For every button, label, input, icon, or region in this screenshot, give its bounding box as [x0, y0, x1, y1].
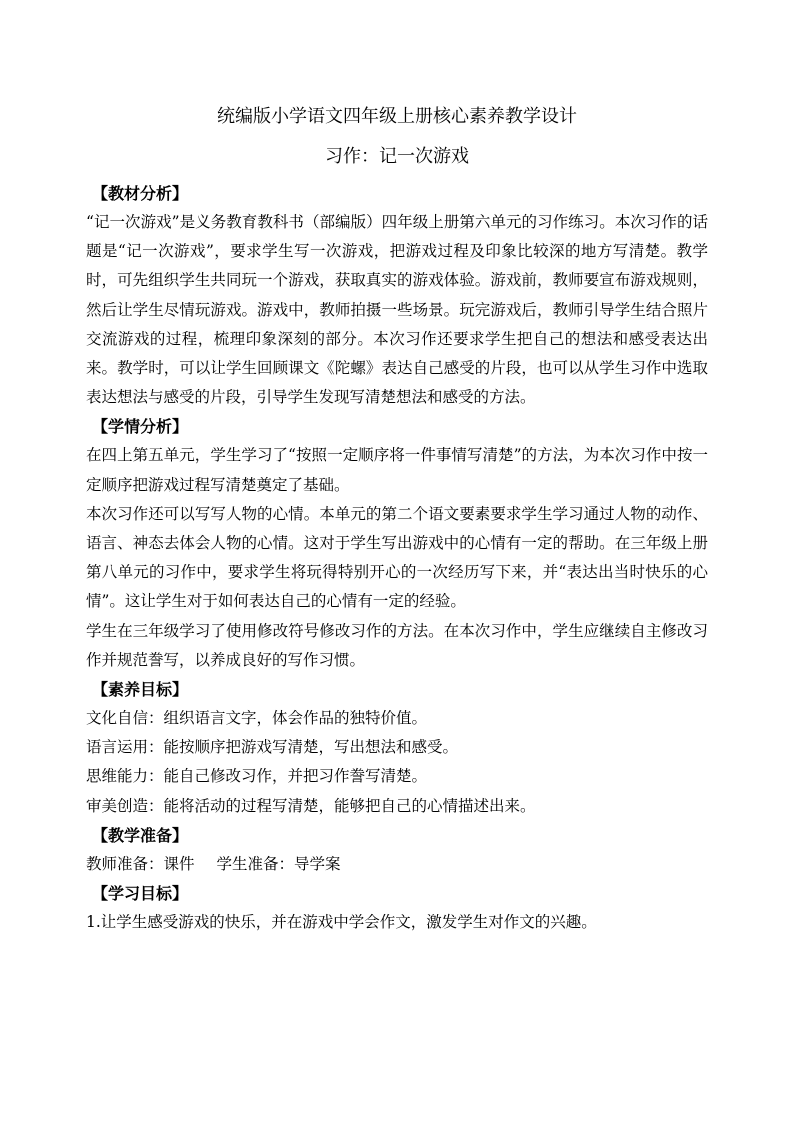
paragraph-student-analysis-1: 在四上第五单元，学生学习了“按照一定顺序将一件事情写清楚”的方法，为本次习作中按一定顺序把游戏过程写清楚奠定了基础。 [86, 446, 708, 494]
heading-literacy-goals: 【素养目标】 [92, 680, 189, 700]
literacy-goal-language-use: 语言运用：能按顺序把游戏写清楚，写出想法和感受。 [86, 738, 459, 757]
paragraph-textbook-analysis: “记一次游戏”是义务教育教科书（部编版）四年级上册第六单元的习作练习。本次习作的话题是“记一次游戏”，要求学生写一次游戏，把游戏过程及印象比较深的地方写清楚。教学时，可先组织学生共同玩一个游戏，获取真实的游戏体验。游戏前，教师要宣布游戏规则，然后让学生尽情玩游戏。游戏中，教师拍摄一些场景。玩完游戏后，教师引导学生结合照片交流游戏的过程，梳理印象深刻的部分。本次习作还要求学生把自己的想法和感受表达出来。教学时，可以让学生回顾课文《陀螺》表达自己感受的片段，也可以从学生习作中选取表达想法与感受的片段，引导学生发现写清楚想法和感受的方法。 [86, 213, 708, 407]
document-title: 统编版小学语文四年级上册核心素养教学设计 [217, 106, 577, 127]
paragraph-student-analysis-3: 学生在三年级学习了使用修改符号修改习作的方法。在本次习作中，学生应继续自主修改习作并规范誊写，以养成良好的写作习惯。 [86, 621, 708, 669]
teacher-preparation: 教师准备：课件 [86, 854, 195, 873]
heading-student-analysis: 【学情分析】 [92, 417, 189, 437]
document-subtitle: 习作：记一次游戏 [325, 146, 469, 167]
learning-goal-1: 1.让学生感受游戏的快乐，并在游戏中学会作文，激发学生对作文的兴趣。 [86, 913, 597, 932]
paragraph-student-analysis-2: 本次习作还可以写写人物的心情。本单元的第二个语文要素要求学生学习通过人物的动作、语言、神态去体会人物的心情。这对于学生写出游戏中的心情有一定的帮助。在三年级上册第八单元的习作中，要求学生将玩得特别开心的一次经历写下来，并“表达出当时快乐的心情”。这让学生对于如何表达自己的心情有一定的经验。 [86, 504, 708, 611]
heading-teaching-preparation: 【教学准备】 [92, 825, 189, 845]
literacy-goal-aesthetic-creation: 审美创造：能将活动的过程写清楚，能够把自己的心情描述出来。 [86, 796, 536, 815]
teaching-preparation-line [86, 850, 708, 879]
heading-textbook-analysis: 【教材分析】 [92, 184, 189, 203]
heading-learning-goals: 【学习目标】 [92, 884, 189, 904]
literacy-goal-thinking-ability: 思维能力：能自己修改习作，并把习作誊写清楚。 [86, 767, 428, 786]
student-preparation: 学生准备：导学案 [216, 854, 341, 873]
literacy-goal-cultural-confidence: 文化自信：组织语言文字，体会作品的独特价值。 [86, 709, 428, 728]
